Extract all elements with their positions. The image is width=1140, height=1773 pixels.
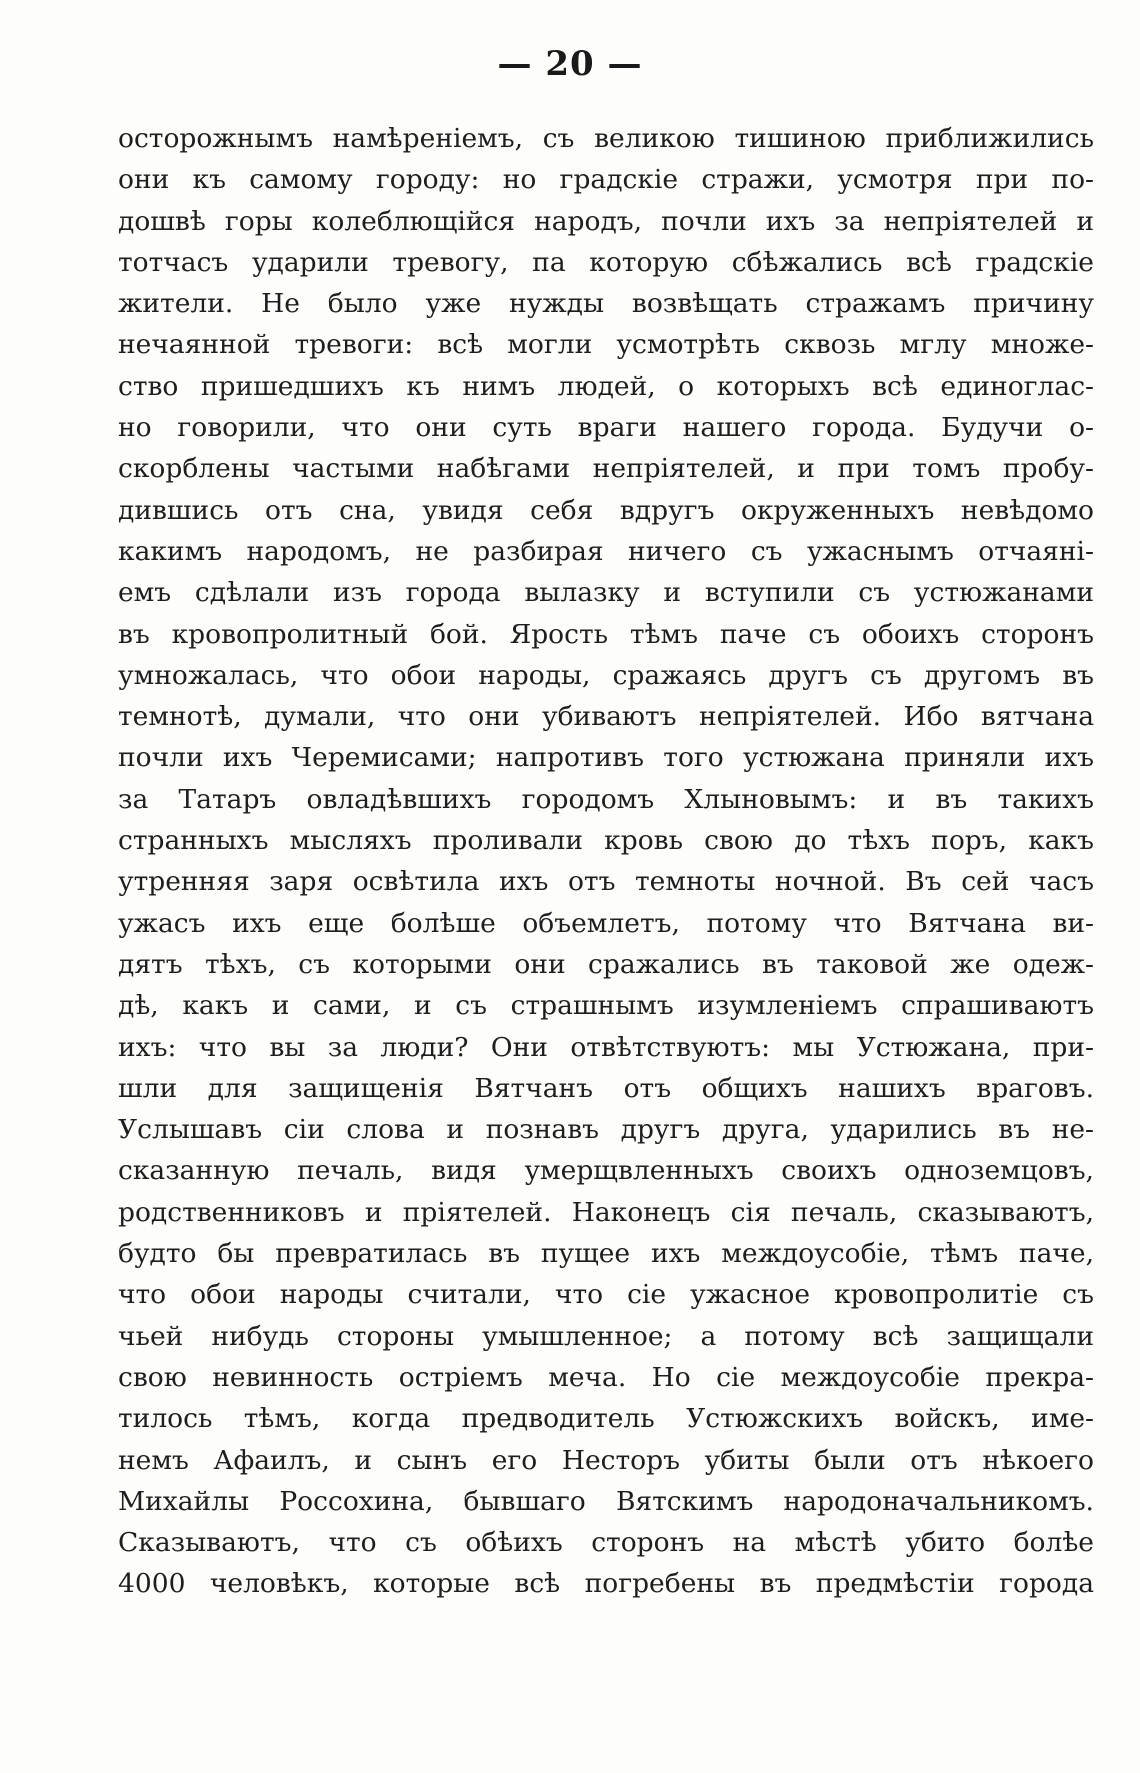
text-line: жители. Не было уже нужды возвѣщать стражамъ причину [118, 288, 1094, 320]
text-line: умножалась, что обои народы, сражаясь другъ съ другомъ въ [118, 659, 1094, 691]
text-line: но говорили, что они суть враги нашего города. Будучи о- [118, 412, 1094, 444]
text-line: чьей нибудь стороны умышленное; а потому всѣ защищали [118, 1320, 1094, 1352]
text-line: ужасъ ихъ еще болѣше объемлетъ, потому что Вятчана ви- [118, 907, 1094, 939]
text-line: въ кровопролитный бой. Ярость тѣмъ паче съ обоихъ сторонъ [118, 618, 1094, 650]
text-line: немъ Афаилъ, и сынъ его Несторъ убиты были отъ нѣкоего [118, 1444, 1094, 1476]
text-line: Услышавъ сіи слова и познавъ другъ друга, ударились въ не- [118, 1114, 1094, 1146]
text-line: темнотѣ, думали, что они убиваютъ непріятелей. Ибо вятчана [118, 701, 1094, 733]
text-line: дѣ, какъ и сами, и съ страшнымъ изумленіемъ спрашиваютъ [118, 990, 1094, 1022]
text-line: Михайлы Россохина, бывшаго Вятскимъ народоначальникомъ. [118, 1485, 1094, 1517]
text-line: тилось тѣмъ, когда предводитель Устюжскихъ войскъ, име- [118, 1403, 1094, 1435]
text-line: дятъ тѣхъ, съ которыми они сражались въ таковой же одеж- [118, 948, 1094, 980]
text-line: 4000 человѣкъ, которые всѣ погребены въ предмѣстіи города [118, 1568, 1094, 1600]
text-line: скорблены частыми набѣгами непріятелей, и при томъ пробу- [118, 453, 1094, 485]
text-line: тотчасъ ударили тревогу, па которую сбѣжались всѣ градскіе [118, 246, 1094, 278]
text-line: они къ самому городу: но градскіе стражи, усмотря при по- [118, 164, 1094, 196]
text-line: шли для защищенія Вятчанъ отъ общихъ нашихъ враговъ. [118, 1072, 1094, 1104]
body-text [118, 118, 1094, 1605]
text-line: ихъ: что вы за люди? Они отвѣтствуютъ: мы Устюжана, при- [118, 1031, 1094, 1063]
text-line: странныхъ мысляхъ проливали кровь свою до тѣхъ поръ, какъ [118, 825, 1094, 857]
text-line: что обои народы считали, что сіе ужасное кровопролитіе съ [118, 1279, 1094, 1311]
text-line: утренняя заря освѣтила ихъ отъ темноты ночной. Въ сей часъ [118, 866, 1094, 898]
text-line: за Татаръ овладѣвшихъ городомъ Хлыновымъ: и въ такихъ [118, 783, 1094, 815]
text-line: какимъ народомъ, не разбирая ничего съ ужаснымъ отчаяні- [118, 535, 1094, 567]
text-line: емъ сдѣлали изъ города вылазку и вступили съ устюжанами [118, 577, 1094, 609]
text-line: ство пришедшихъ къ нимъ людей, о которыхъ всѣ единоглас- [118, 370, 1094, 402]
text-line: дившись отъ сна, увидя себя вдругъ окруженныхъ невѣдомо [118, 494, 1094, 526]
text-line: нечаянной тревоги: всѣ могли усмотрѣть сквозь мглу множе- [118, 329, 1094, 361]
page-number: — 20 — [497, 44, 643, 84]
text-line: почли ихъ Черемисами; напротивъ того устюжана приняли ихъ [118, 742, 1094, 774]
text-line: будто бы превратилась въ пущее ихъ междоусобіе, тѣмъ паче, [118, 1238, 1094, 1270]
text-line: осторожнымъ намѣреніемъ, съ великою тишиною приближились [118, 123, 1094, 154]
text-line: свою невинность остріемъ меча. Но сіе междоусобіе прекра- [118, 1361, 1094, 1393]
text-line: сказанную печаль, видя умерщвленныхъ своихъ одноземцовъ, [118, 1155, 1094, 1187]
text-line: дошвѣ горы колеблющійся народъ, почли ихъ за непріятелей и [118, 205, 1094, 237]
text-line: родственниковъ и пріятелей. Наконецъ сія печаль, сказываютъ, [118, 1196, 1094, 1228]
text-line: Сказываютъ, что съ обѣихъ сторонъ на мѣстѣ убито болѣе [118, 1527, 1094, 1559]
